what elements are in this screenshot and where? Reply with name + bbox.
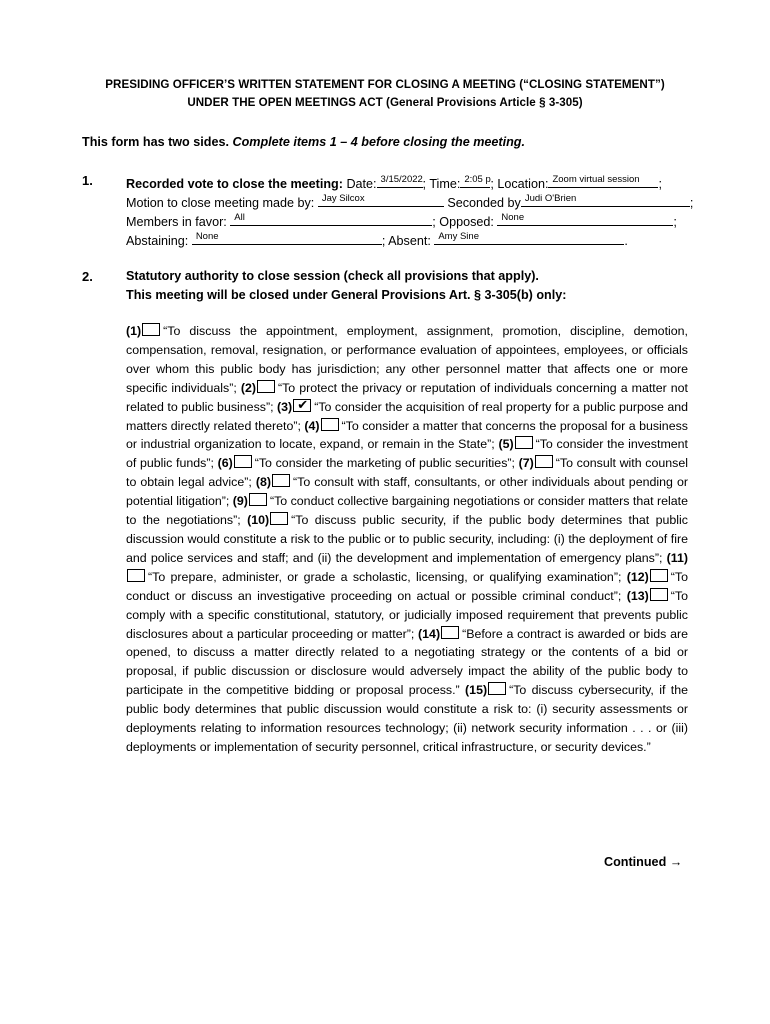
provision-checkbox[interactable] xyxy=(257,380,275,393)
provision-checkbox[interactable] xyxy=(127,569,145,582)
provision-text: “To protect the privacy or reputation of individuals concerning a matter not related to public business”; xyxy=(126,380,688,414)
provision-label: (13) xyxy=(626,588,649,603)
provision-text: “To consider the marketing of public securities”; xyxy=(254,456,515,471)
provision-text: “To consult with counsel to obtain legal advice”; xyxy=(126,456,688,490)
provision-label: (4) xyxy=(304,418,320,433)
location-value: Zoom virtual session xyxy=(552,174,640,185)
opposed-label: ; Opposed: xyxy=(432,215,494,229)
provision-text: “To consider the investment of public funds”; xyxy=(126,437,688,471)
intro-instruction xyxy=(82,135,525,149)
seconded-value: Judi O'Brien xyxy=(524,193,577,204)
item2-subheading: This meeting will be closed under General Provisions Art. § 3-305(b) only: xyxy=(126,288,567,302)
provision-text: “To discuss public security, if the public body determines that public discussion would constitute a risk to the public or to public security, including: (i) the deployment of fire and police services and staff; and (ii) the development and implementation of emergency plans”; xyxy=(126,513,688,565)
provision-label: (12) xyxy=(626,569,649,584)
provision-text: “To discuss the appointment, employment, assignment, promotion, discipline, demotion, compensation, removal, resignation, or performance evaluation of appointees, employees, or officials over whom this public body has jurisdiction; any other personnel matter that affects one or more specific individuals”; xyxy=(126,324,688,395)
favor-label: Members in favor: xyxy=(126,215,227,229)
provision-checkbox[interactable] xyxy=(441,626,459,639)
provision-text: “Before a contract is awarded or bids are opened, to discuss a matter directly related to a negotiating strategy or the contents of a bid or proposal, if public discussion or disclosure would adversely impact the ability of the public body to participate in the competitive bidding or proposal process.” xyxy=(126,626,688,698)
provision-label: (6) xyxy=(217,456,233,471)
form-title-line1: PRESIDING OFFICER’S WRITTEN STATEMENT FOR CLOSING A MEETING (“CLOSING STATEMENT”) xyxy=(105,78,665,91)
motion-value: Jay Silcox xyxy=(321,193,365,204)
provision-label: (7) xyxy=(518,456,534,471)
date-value: 3/15/2022 xyxy=(380,174,423,185)
favor-line-end: ; xyxy=(673,215,677,229)
abstain-line xyxy=(126,230,698,248)
provision-checkbox[interactable] xyxy=(270,512,288,525)
favor-line xyxy=(126,211,698,229)
date-label: Date: xyxy=(346,177,377,191)
provisions-paragraph xyxy=(126,322,688,757)
favor-field[interactable] xyxy=(230,211,432,226)
motion-line xyxy=(126,192,698,210)
seconded-label: Seconded by xyxy=(447,196,521,210)
provision-label: (5) xyxy=(498,437,514,452)
continued-label: Continued → xyxy=(604,855,683,869)
absent-label: ; Absent: xyxy=(381,234,431,248)
provision-checkbox[interactable] xyxy=(142,323,160,336)
provision-checkbox[interactable] xyxy=(488,682,506,695)
item2-heading: Statutory authority to close session (check all provisions that apply). xyxy=(126,269,539,283)
date-field[interactable] xyxy=(377,173,423,188)
location-label: ; Location: xyxy=(490,177,549,191)
item1-number: 1. xyxy=(82,173,93,188)
provision-checkbox[interactable] xyxy=(234,455,252,468)
absent-field[interactable] xyxy=(434,230,624,245)
favor-value: All xyxy=(234,212,245,223)
provision-label: (2) xyxy=(240,380,256,395)
time-label: ; Time: xyxy=(422,177,461,191)
provision-label: (1) xyxy=(126,324,142,338)
provision-label: (15) xyxy=(465,683,488,698)
absent-value: Amy Sine xyxy=(438,231,479,242)
intro-plain: This form has two sides. xyxy=(82,135,229,149)
provision-label: (3) xyxy=(277,399,293,414)
provision-label: (11) xyxy=(666,550,688,565)
provision-text: “To consult with staff, consultants, or other individuals about pending or potential litigation”; xyxy=(126,475,688,509)
abstain-label: Abstaining: xyxy=(126,234,189,248)
opposed-field[interactable] xyxy=(497,211,673,226)
provision-text: “To prepare, administer, or grade a scholastic, licensing, or qualifying examination”; xyxy=(148,569,622,584)
provision-text: “To conduct collective bargaining negotiations or consider matters that relate to the negotiations”; xyxy=(126,494,689,528)
provision-checkbox[interactable] xyxy=(249,493,267,506)
provision-label: (10) xyxy=(247,513,270,528)
vote-line-end: ; xyxy=(658,177,662,191)
motion-field[interactable] xyxy=(318,192,444,207)
provision-checkbox[interactable] xyxy=(515,436,533,449)
vote-line xyxy=(126,173,698,191)
provision-text: “To discuss cybersecurity, if the public body determines that public discussion would constitute a risk to: (i) security assessments or deployments relating to information resources technology; (ii) network security information . . . or (iii) deployments or implementation of security personnel, critical infrastructure, or security devices.” xyxy=(126,683,688,754)
form-title-line2: UNDER THE OPEN MEETINGS ACT (General Provisions Article § 3-305) xyxy=(187,96,583,109)
time-field[interactable] xyxy=(460,173,490,188)
abstain-value: None xyxy=(195,231,219,242)
motion-label: Motion to close meeting made by: xyxy=(126,196,315,210)
provision-text: “To conduct or discuss an investigative proceeding on actual or possible criminal conduct”; xyxy=(126,569,688,603)
abstain-field[interactable] xyxy=(192,230,382,245)
vote-label: Recorded vote to close the meeting: xyxy=(126,177,343,191)
time-value: 2:05 p xyxy=(464,174,491,185)
provision-text: “To consider a matter that concerns the proposal for a business or industrial organization to locate, expand, or remain in the State”; xyxy=(126,418,688,452)
seconded-field[interactable] xyxy=(521,192,690,207)
provision-checkbox[interactable] xyxy=(293,396,311,412)
opposed-value: None xyxy=(501,212,525,223)
provision-checkbox[interactable] xyxy=(321,418,339,431)
provision-checkbox[interactable] xyxy=(535,455,553,468)
provision-text: “To comply with a specific constitutional, statutory, or judicially imposed requirement that prevents public disclosures about a particular proceeding or matter”; xyxy=(126,588,688,641)
provision-checkbox[interactable] xyxy=(272,474,290,487)
motion-line-end: ; xyxy=(689,196,694,210)
checkmark-icon: ✔ xyxy=(297,396,309,412)
provision-label: (8) xyxy=(255,475,271,490)
intro-emphasis: Complete items 1 – 4 before closing the meeting. xyxy=(232,135,525,149)
provision-text: “To consider the acquisition of real property for a public purpose and matters directly related thereto”; xyxy=(126,399,688,433)
location-field[interactable] xyxy=(548,173,658,188)
provision-checkbox[interactable] xyxy=(650,569,668,582)
provision-label: (14) xyxy=(418,626,441,641)
provision-checkbox[interactable] xyxy=(650,588,668,601)
provision-label: (9) xyxy=(232,494,248,509)
abstain-line-end: . xyxy=(624,234,628,248)
item2-number: 2. xyxy=(82,269,93,284)
